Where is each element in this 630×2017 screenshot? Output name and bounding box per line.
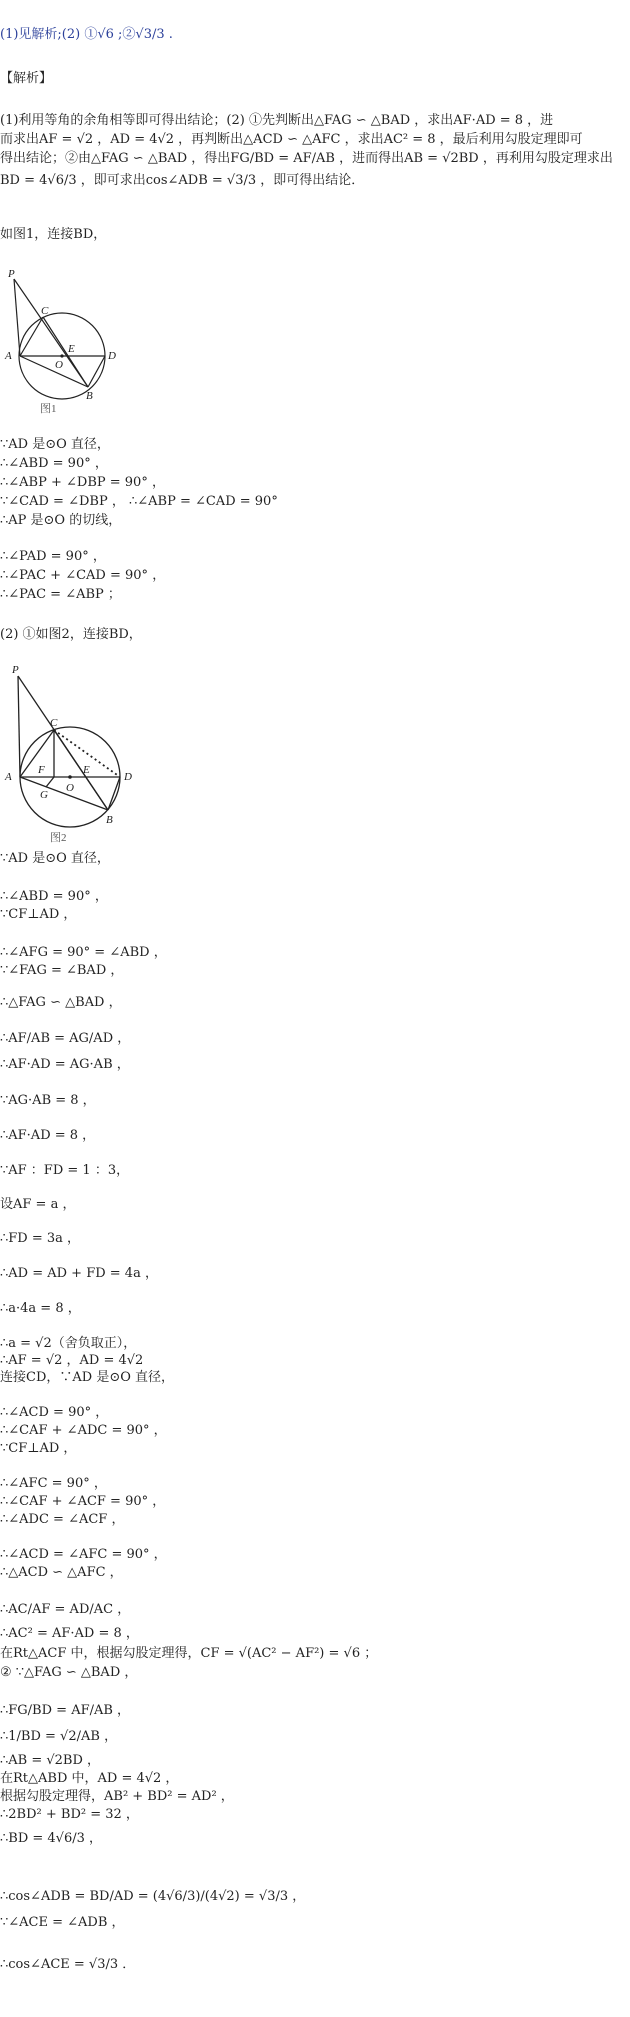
part2-intro: (2) ①如图2，连接BD， <box>0 627 142 642</box>
part2-line: ∵AF ：FD = 1 ：3， <box>0 1163 130 1178</box>
part2-line: ∵AD 是⊙O 直径， <box>0 851 110 866</box>
fig2-center-dot <box>68 775 72 779</box>
fig2-label-b: B <box>106 814 113 826</box>
part1-line: ∵∠CAD = ∠DBP ， ∴∠ABP = ∠CAD = 90° <box>0 494 278 509</box>
part2-line: 设AF = a ， <box>0 1197 76 1212</box>
fig2-fg <box>46 777 54 787</box>
part2-line: ∴∠ABD = 90° ， <box>0 889 108 904</box>
part2-line: ∴∠ADC = ∠ACF ， <box>0 1512 125 1527</box>
fig2-label-g: G <box>40 789 48 801</box>
fig2-label-o: O <box>66 782 74 794</box>
part1-line: ∴∠PAC = ∠ABP ； <box>0 587 121 602</box>
fig2-label-e: E <box>83 764 90 776</box>
fig2-pa <box>18 676 20 777</box>
jiexi-heading: 【解析】 <box>0 71 53 86</box>
intro-line: 而求出AF = √2 ，AD = 4√2 ，再判断出△ACD ∽ △AFC ，求出AC² = 8 ，最后利用勾股定理即可 <box>0 132 583 147</box>
fig1-label-o: O <box>55 359 63 371</box>
part2-line: 根据勾股定理得，AB² + BD² = AD² ， <box>0 1789 234 1804</box>
part2-line: ∴FD = 3a ， <box>0 1231 81 1246</box>
part2-line: ∴AC² = AF·AD = 8 ， <box>0 1626 139 1641</box>
part2-line: ∴∠AFC = 90° ， <box>0 1476 107 1491</box>
part1-line: ∴∠ABP + ∠DBP = 90° ， <box>0 475 165 490</box>
fig1-label-d: D <box>108 350 116 362</box>
fig2-caption: 图2 <box>50 832 67 844</box>
intro-line: 得出结论；②由△FAG ∽ △BAD ，得出FG/BD = AF/AB ，进而得出AB = √2BD ，再利用勾股定理求出 <box>0 151 613 166</box>
part2-line: ∴cos∠ADB = BD/AD = (4√6/3)/(4√2) = √3/3 ， <box>0 1889 306 1904</box>
fig2-ab <box>20 777 108 810</box>
part2-line: ∴AF·AD = AG·AB ， <box>0 1057 130 1072</box>
part2-line: ∴a = √2（舍负取正）， <box>0 1336 137 1351</box>
part2-line: ∴a·4a = 8 ， <box>0 1301 81 1316</box>
part2-line: ∴AF = √2 ，AD = 4√2 <box>0 1353 144 1368</box>
part2-line: ∴∠AFG = 90° = ∠ABD ， <box>0 945 167 960</box>
part2-line: ∵CF⊥AD ， <box>0 1441 77 1456</box>
fig2-label-f: F <box>38 764 45 776</box>
answer-line: (1)见解析;(2) ①√6 ;②√3/3 . <box>0 27 173 42</box>
fig2-label-p: P <box>12 664 19 676</box>
fig1-label-a: A <box>5 350 12 362</box>
part2-line: ② ∵△FAG ∽ △BAD ， <box>0 1665 138 1680</box>
part1-line: ∵AD 是⊙O 直径， <box>0 437 110 452</box>
fig1-label-e: E <box>68 343 75 355</box>
part2-line: 连接CD，∵AD 是⊙O 直径， <box>0 1370 174 1385</box>
intro-line: (1)利用等角的余角相等即可得出结论；(2) ①先判断出△FAG ∽ △BAD ，求出AF·AD = 8 ，进 <box>0 113 554 128</box>
part2-line: ∴∠CAF + ∠ADC = 90° ， <box>0 1423 167 1438</box>
part2-line: ∵AG·AB = 8 ， <box>0 1093 96 1108</box>
part2-line: ∴∠ACD = ∠AFC = 90° ， <box>0 1547 167 1562</box>
fig1-label-b: B <box>86 390 93 402</box>
part1-line: ∴∠PAC + ∠CAD = 90° ， <box>0 568 166 583</box>
fig2-cb <box>54 730 108 810</box>
part2-line: ∵∠FAG = ∠BAD ， <box>0 963 124 978</box>
part2-line: ∴AF/AB = AG/AD ， <box>0 1031 131 1046</box>
part2-line: ∴AC/AF = AD/AC ， <box>0 1602 131 1617</box>
part1-line: ∴∠ABD = 90° ， <box>0 456 108 471</box>
part2-line: ∴AB = √2BD ， <box>0 1753 101 1768</box>
part2-line: ∴1/BD = √2/AB ， <box>0 1729 118 1744</box>
fig2-label-c: C <box>50 717 58 729</box>
part2-line: ∴∠ACD = 90° ， <box>0 1405 109 1420</box>
part2-line: ∴AF·AD = 8 ， <box>0 1128 96 1143</box>
figure-1 <box>0 265 130 415</box>
part2-line: ∵∠ACE = ∠ADB ， <box>0 1915 125 1930</box>
figure-2 <box>0 660 140 850</box>
part2-line: ∴△ACD ∽ △AFC ， <box>0 1565 123 1580</box>
part2-line: ∴BD = 4√6/3 ， <box>0 1831 103 1846</box>
part2-line: 在Rt△ABD 中，AD = 4√2 ， <box>0 1771 179 1786</box>
fig1-caption: 图1 <box>40 403 57 415</box>
fig2-label-a: A <box>5 771 12 783</box>
part2-line: ∴FG/BD = AF/AB ， <box>0 1703 131 1718</box>
part2-line: 在Rt△ACF 中，根据勾股定理得，CF = √(AC² − AF²) = √6 ； <box>0 1646 378 1661</box>
part2-line: ∴∠CAF + ∠ACF = 90° ， <box>0 1494 166 1509</box>
fig1-label-p: P <box>8 268 15 280</box>
part1-line: ∴∠PAD = 90° ， <box>0 549 106 564</box>
fig2-bd <box>108 777 120 810</box>
fig2-ac <box>20 730 54 777</box>
fig1-intro: 如图1，连接BD， <box>0 227 107 242</box>
fig1-pa <box>14 279 20 356</box>
fig1-center-dot <box>60 354 63 357</box>
part2-line: ∴AD = AD + FD = 4a ， <box>0 1266 158 1281</box>
part2-line: ∵CF⊥AD ， <box>0 907 77 922</box>
fig1-label-c: C <box>41 305 49 317</box>
part2-line: ∴2BD² + BD² = 32 ， <box>0 1807 139 1822</box>
part1-line: ∴AP 是⊙O 的切线， <box>0 513 122 528</box>
part2-line: ∴cos∠ACE = √3/3 ． <box>0 1957 136 1972</box>
fig2-label-d: D <box>124 771 132 783</box>
part2-line: ∴△FAG ∽ △BAD ， <box>0 995 122 1010</box>
intro-line: BD = 4√6/3 ，即可求出cos∠ADB = √3/3 ，即可得出结论． <box>0 173 365 188</box>
